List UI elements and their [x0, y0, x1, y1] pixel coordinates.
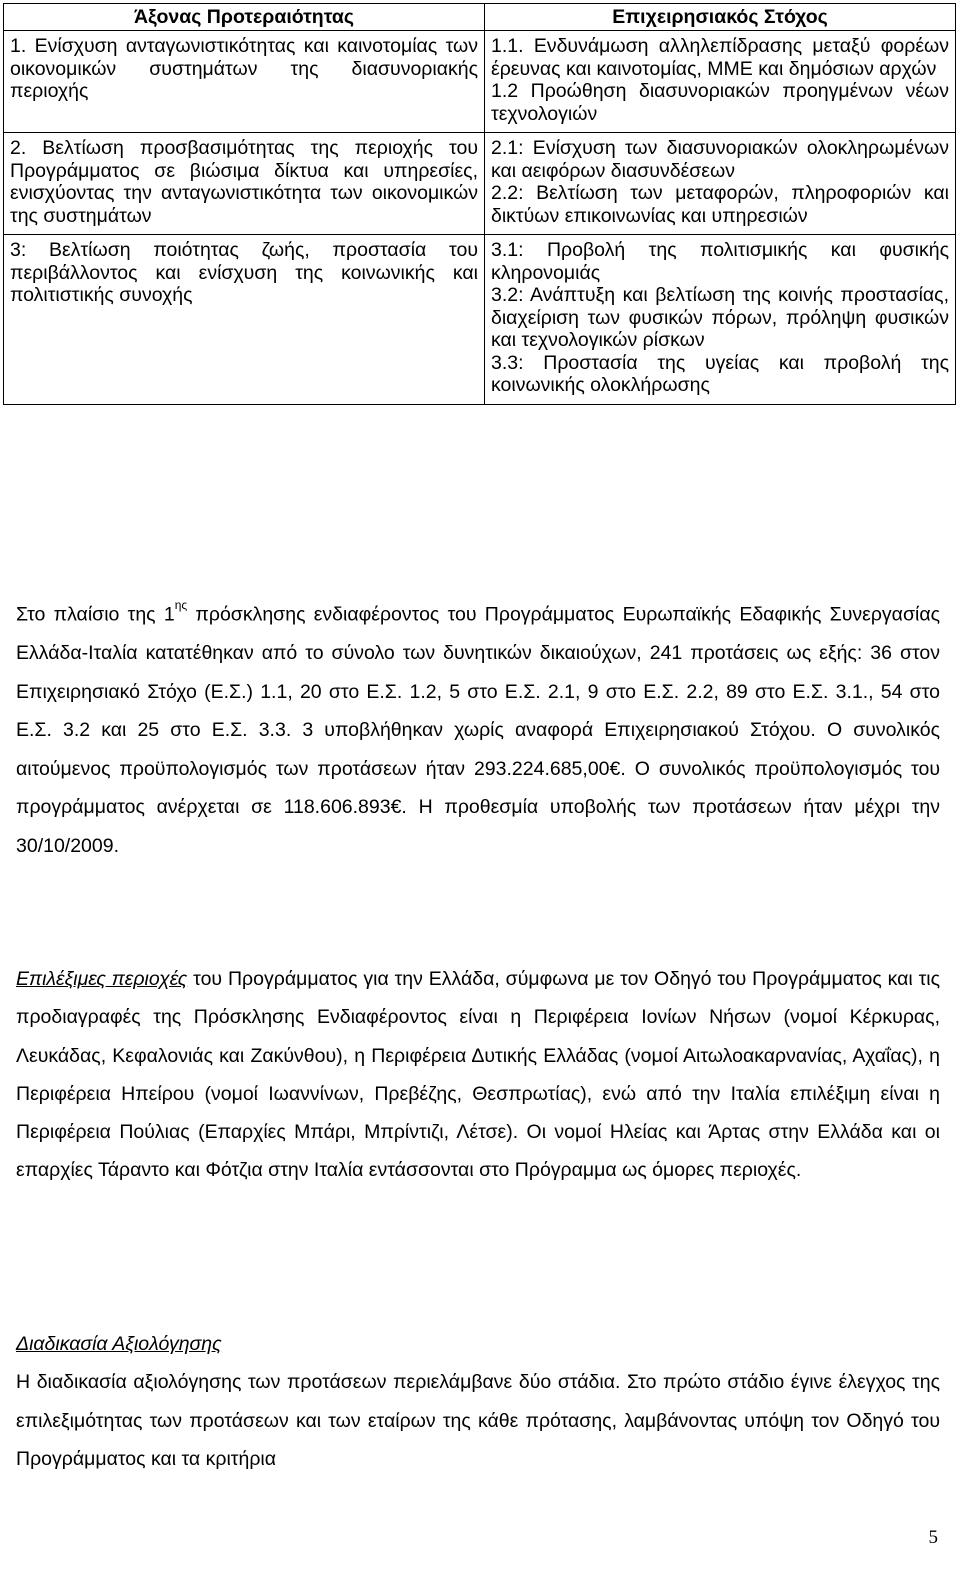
- axis-cell-2: [4, 133, 485, 235]
- objective-3-3: 3.3: Προστασία της υγείας και προβολή της κοινωνικής ολοκλήρωσης: [491, 351, 949, 396]
- objective-1-1: 1.1. Ενδυνάμωση αλληλεπίδρασης μεταξύ φορέων έρευνας και καινοτομίας, ΜΜΕ και δημόσιων αρχών: [491, 35, 949, 80]
- evaluation-section: [16, 1325, 940, 1478]
- eligible-areas-heading: Επιλέξιμες περιοχές: [16, 968, 188, 990]
- evaluation-heading: Διαδικασία Αξιολόγησης: [16, 1333, 222, 1355]
- para1-start: Στο πλαίσιο της 1: [16, 603, 175, 626]
- table-row: [4, 235, 956, 405]
- objective-cell-2: [485, 133, 956, 235]
- objective-2-1: 2.1: Ενίσχυση των διασυνοριακών ολοκληρωμένων και αειφόρων διασυνδέσεων: [491, 137, 949, 182]
- header-axis: Άξονας Προτεραιότητας: [4, 4, 485, 31]
- objective-3-2: 3.2: Ανάπτυξη και βελτίωση της κοινής προστασίας, διαχείριση των φυσικών πόρων, πρόληψη φυσικών και τεχνολογικών ρίσκων: [491, 284, 949, 351]
- call-summary-paragraph: [16, 590, 940, 865]
- axis-3-text: 3: Βελτίωση ποιότητας ζωής, προστασία του περιβάλλοντος και ενίσχυση της κοινωνικής και πολιτιστικής συνοχής: [10, 239, 478, 306]
- ordinal-superscript: ης: [174, 598, 188, 612]
- axis-cell-3: [4, 235, 485, 405]
- objective-1-2: 1.2 Προώθηση διασυνοριακών προηγμένων νέων τεχνολογιών: [491, 80, 949, 125]
- objective-2-2: 2.2: Βελτίωση των μεταφορών, πληροφοριών και δικτύων επικοινωνίας και υπηρεσιών: [491, 182, 949, 227]
- eligible-areas-text: του Προγράμματος για την Ελλάδα, σύμφωνα με τον Οδηγό του Προγράμματος και τις προδιαγραφές της Πρόσκλησης Ενδιαφέροντος είναι η Περιφέρεια Ιονίων Νήσων (νομοί Κέρκυρας, Λευκάδας, Κεφαλονιάς και Ζακύνθου), η Περιφέρεια Δυτικής Ελλάδας (νομοί Αιτωλοακαρνανίας, Αχαΐας), η Περιφέρεια Ηπείρου (νομοί Ιωαννίνων, Πρεβέζης, Θεσπρωτίας), ενώ από την Ιταλία επιλέξιμη είναι η Περιφέρεια Πούλιας (Επαρχίες Μπάρι, Μπρίντιζι, Λέτσε). Οι νομοί Ηλείας και Άρτας στην Ελλάδα και οι επαρχίες Τάραντο και Φότζια στην Ιταλία εντάσσονται στο Πρόγραμμα ως όμορες περιοχές.: [16, 968, 941, 1182]
- axis-cell-1: [4, 31, 485, 133]
- eligible-areas-paragraph: [16, 960, 940, 1190]
- table-row: [4, 133, 956, 235]
- objective-cell-1: [485, 31, 956, 133]
- axis-2-text: 2. Βελτίωση προσβασιμότητας της περιοχής του Προγράμματος σε βιώσιμα δίκτυα και υπηρεσίες, ενισχύοντας την ανταγωνιστικότητα των οικονομικών της συστημάτων: [10, 137, 478, 227]
- header-objective: Επιχειρησιακός Στόχος: [485, 4, 956, 31]
- page-number: 5: [928, 1527, 938, 1548]
- priority-axes-table: [3, 3, 956, 405]
- para1-rest: πρόσκλησης ενδιαφέροντος του Προγράμματος Ευρωπαϊκής Εδαφικής Συνεργασίας Ελλάδα-Ιταλία κατατέθηκαν από το σύνολο των δυνητικών δικαιούχων, 241 προτάσεις ως εξής: 36 στον Επιχειρησιακό Στόχο (Ε.Σ.) 1.1, 20 στο Ε.Σ. 1.2, 5 στο Ε.Σ. 2.1, 9 στο Ε.Σ. 2.2, 89 στο Ε.Σ. 3.1., 54 στο Ε.Σ. 3.2 και 25 στο Ε.Σ. 3.3. 3 υποβλήθηκαν χωρίς αναφορά Επιχειρησιακού Στόχου. Ο συνολικός αιτούμενος προϋπολογισμός των προτάσεων ήταν 293.224.685,00€. Ο συνολικός προϋπολογισμός του προγράμματος ανέρχεται σε 118.606.893€. Η προθεσμία υποβολής των προτάσεων ήταν μέχρι την 30/10/2009.: [16, 603, 940, 857]
- table-row: [4, 31, 956, 133]
- axis-1-text: 1. Ενίσχυση ανταγωνιστικότητας και καινοτομίας των οικονομικών συστημάτων της διασυνοριακής περιοχής: [10, 35, 478, 102]
- objective-3-1: 3.1: Προβολή της πολιτισμικής και φυσικής κληρονομιάς: [491, 239, 949, 284]
- table-header-row: [4, 4, 956, 31]
- evaluation-text: Η διαδικασία αξιολόγησης των προτάσεων περιελάμβανε δύο στάδια. Στο πρώτο στάδιο έγινε έλεγχος της επιλεξιμότητας των προτάσεων και των εταίρων της κάθε πρότασης, λαμβάνοντας υπόψη τον Οδηγό του Προγράμματος και τα κριτήρια: [16, 1371, 940, 1470]
- objective-cell-3: [485, 235, 956, 405]
